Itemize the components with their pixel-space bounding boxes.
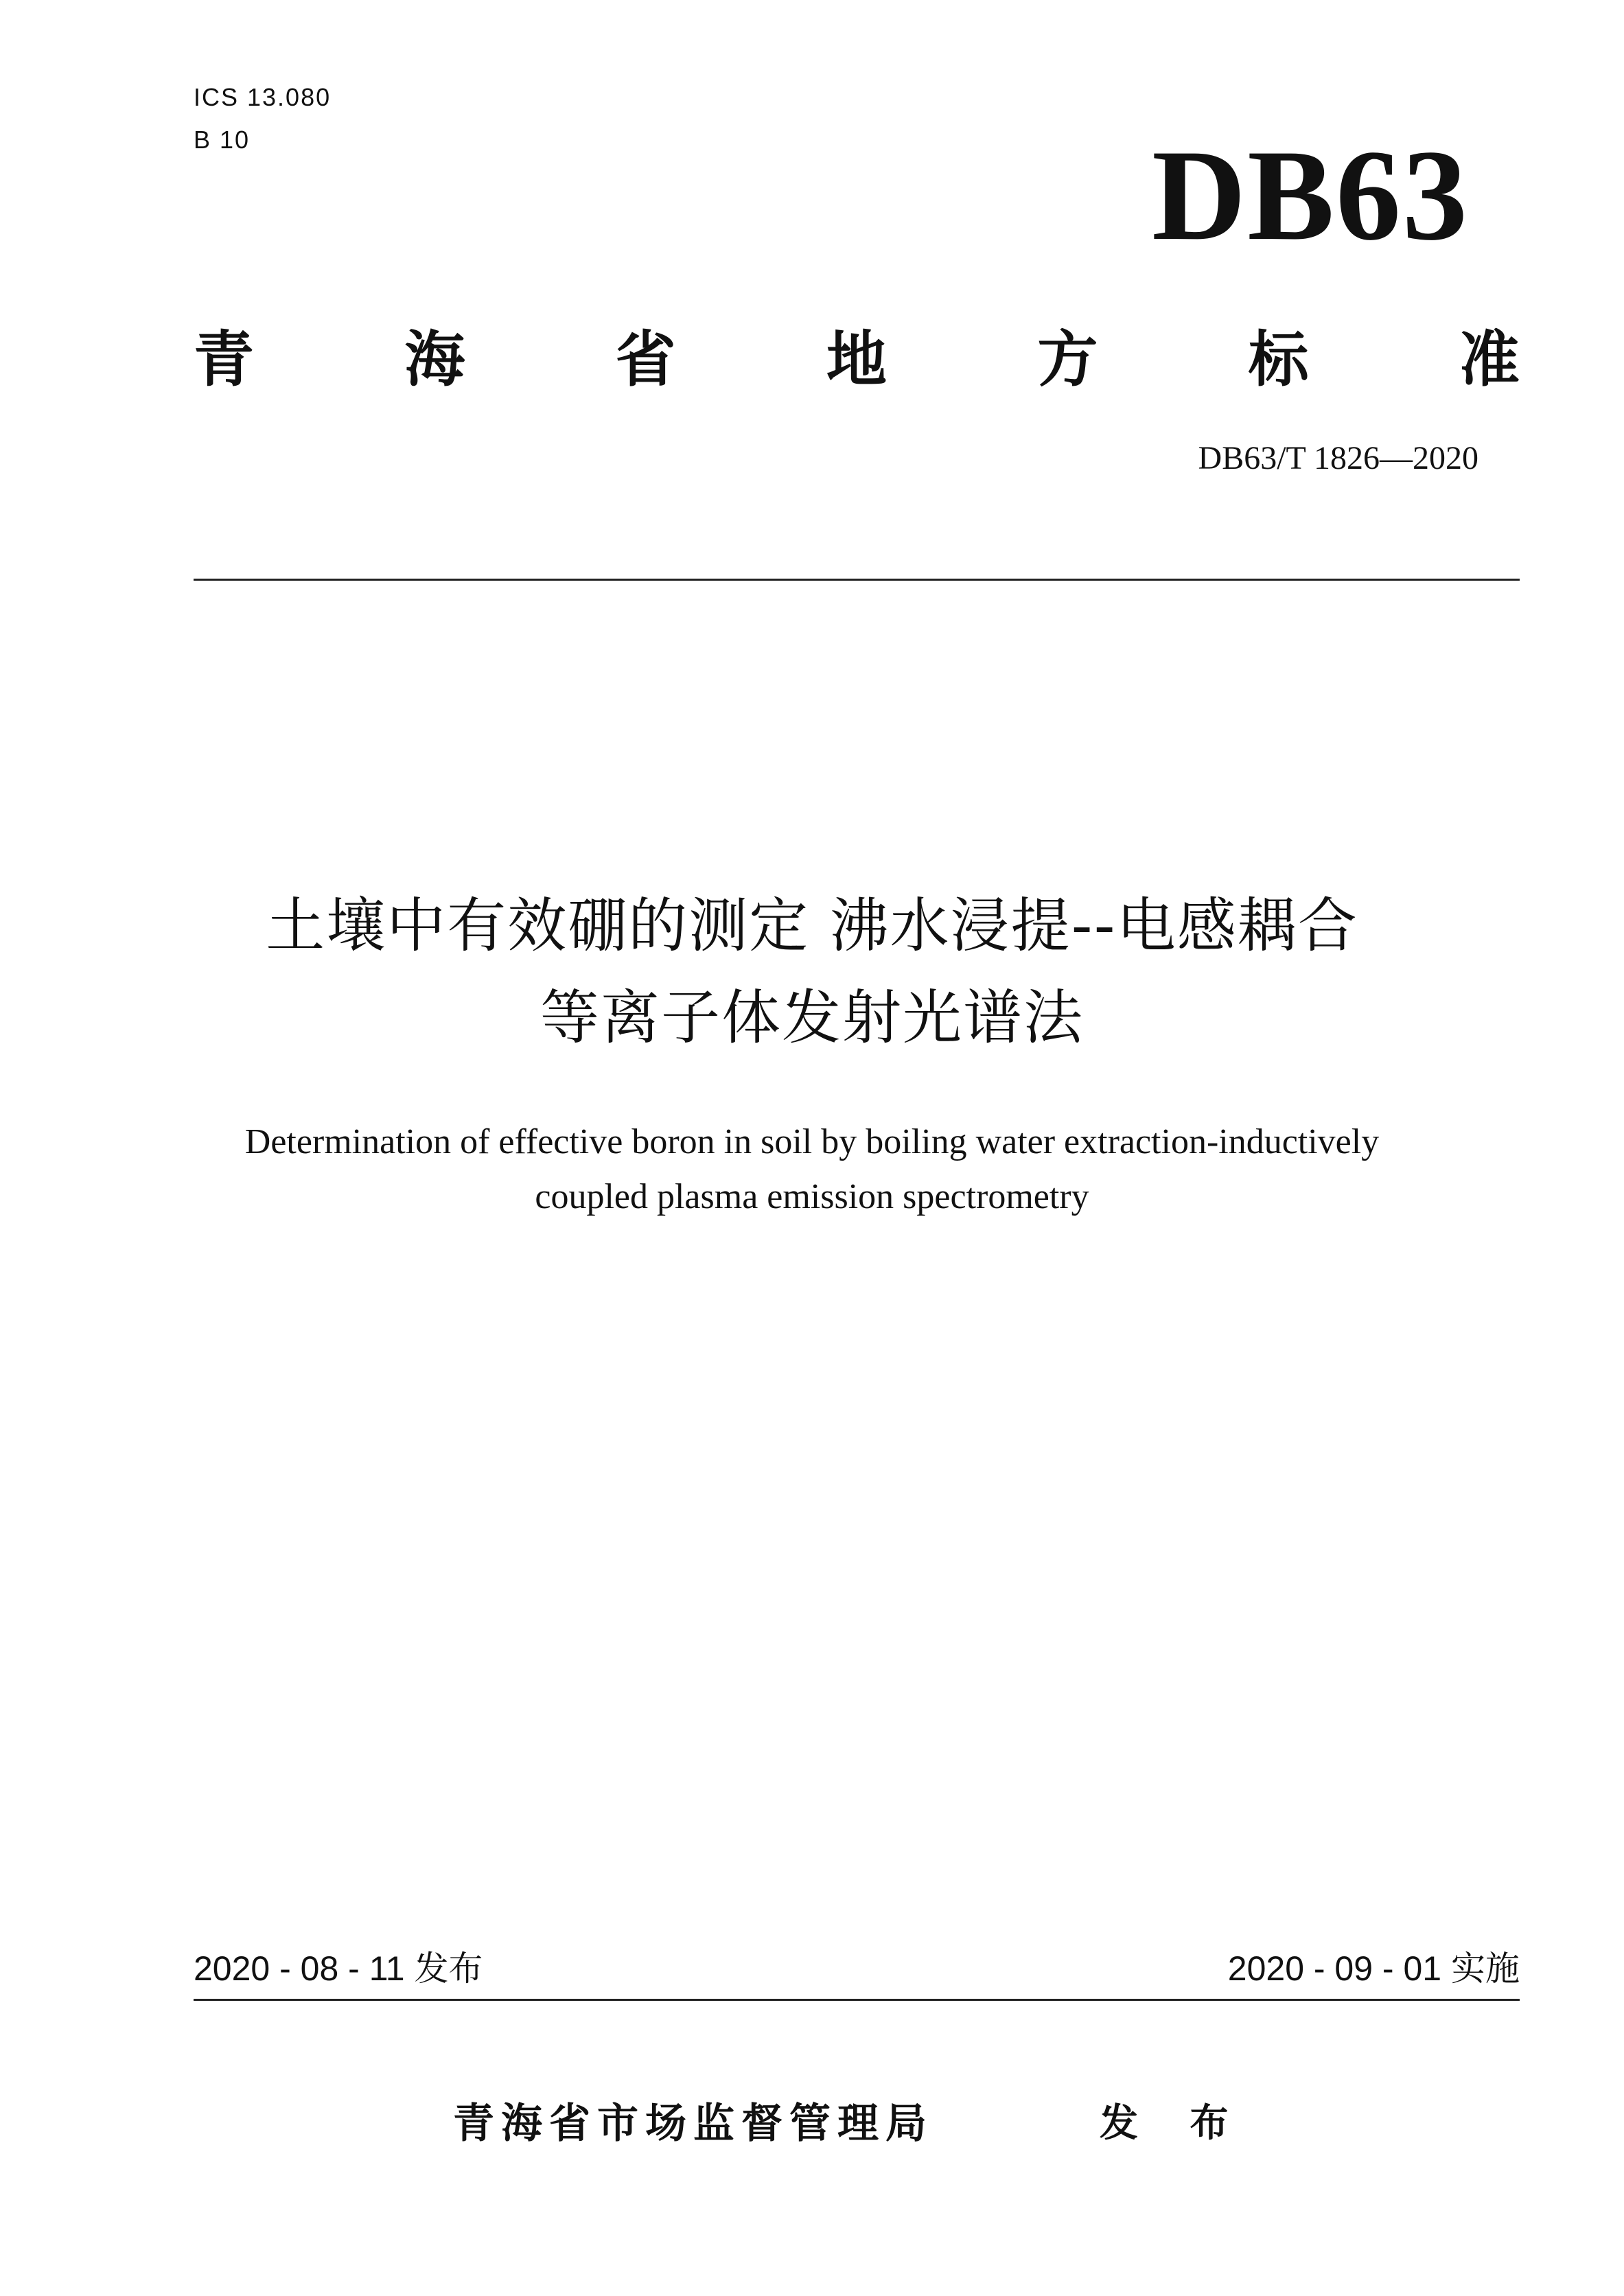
- issue-label: 发 布: [1100, 2101, 1248, 2146]
- implement-date: 2020 - 09 - 01 实施: [1227, 1949, 1520, 1988]
- chinese-title: [103, 880, 1521, 1064]
- standard-type-char: 地: [826, 324, 887, 395]
- standard-type-char: 标: [1248, 324, 1309, 395]
- english-title-line-1: Determination of effective boron in soil by boiling water extraction-inductively: [244, 1122, 1380, 1161]
- standard-logo-code: DB63: [1152, 124, 1469, 268]
- footer-divider: [194, 1999, 1520, 2001]
- standard-type-char: 省: [615, 324, 676, 395]
- chinese-title-line-1: 土壤中有效硼的测定 沸水浸提--电感耦合: [266, 892, 1358, 960]
- ics-code: ICS 13.080: [194, 83, 332, 111]
- publish-date: 2020 - 08 - 11 发布: [194, 1949, 483, 1988]
- standard-type-char: 方: [1037, 324, 1098, 395]
- standard-type-char: 准: [1459, 324, 1520, 395]
- english-title: [124, 1115, 1500, 1225]
- issuing-authority: 青海省市场监督管理局: [453, 2100, 933, 2148]
- standard-type-heading: [194, 317, 1520, 393]
- chinese-title-line-2: 等离子体发射光谱法: [540, 984, 1084, 1052]
- header-divider: [194, 579, 1520, 581]
- ccs-code: B 10: [194, 126, 251, 154]
- standard-number: DB63/T 1826—2020: [1198, 440, 1478, 476]
- standard-type-char: 海: [404, 324, 465, 395]
- standard-type-char: 青: [194, 324, 255, 395]
- english-title-line-2: coupled plasma emission spectrometry: [535, 1177, 1089, 1216]
